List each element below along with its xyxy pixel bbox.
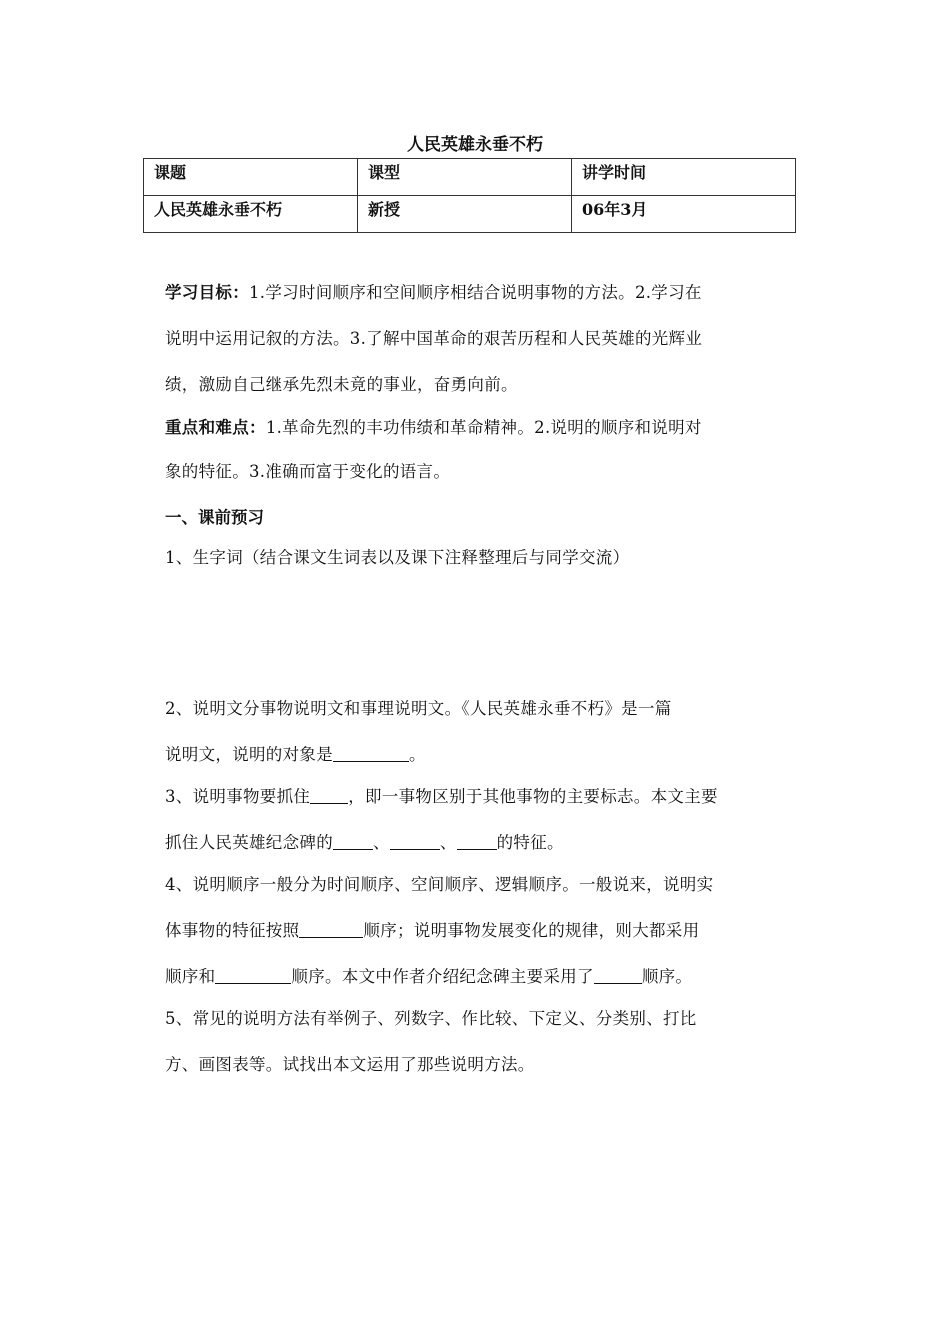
question-5 bbox=[165, 996, 787, 1088]
table-row bbox=[144, 196, 796, 233]
objectives-paragraph bbox=[165, 270, 787, 408]
objectives-line-1: 1.学习时间顺序和空间顺序相结合说明事物的方法。2.学习在 bbox=[249, 283, 702, 302]
q3-line-2-end: 的特征。 bbox=[496, 833, 564, 852]
question-4 bbox=[165, 862, 787, 1000]
table-header-row bbox=[144, 159, 796, 196]
key-points-line-2: 象的特征。3.准确而富于变化的语言。 bbox=[165, 462, 451, 481]
q5-line-1: 5、常见的说明方法有举例子、列数字、作比较、下定义、分类别、打比 bbox=[165, 1009, 697, 1028]
objectives-label: 学习目标： bbox=[165, 283, 249, 302]
q2-line-2-end: 。 bbox=[409, 745, 426, 764]
answer-blank[interactable] bbox=[333, 832, 373, 850]
answer-blank[interactable] bbox=[215, 966, 291, 984]
section-heading: 一、课前预习 bbox=[165, 508, 264, 527]
key-points-paragraph bbox=[165, 406, 787, 494]
q4-line-1: 4、说明顺序一般分为时间顺序、空间顺序、逻辑顺序。一般说来，说明实 bbox=[165, 875, 714, 894]
question-1: 1、生字词（结合课文生词表以及课下注释整理后与同学交流） bbox=[165, 548, 630, 567]
q3-line-2-start: 抓住人民英雄纪念碑的 bbox=[165, 833, 333, 852]
table-cell-time-header: 讲学时间 bbox=[572, 159, 796, 196]
question-2 bbox=[165, 686, 787, 778]
answer-blank[interactable] bbox=[457, 832, 497, 850]
q4-line-2-end: 顺序；说明事物发展变化的规律，则大都采用 bbox=[363, 921, 700, 940]
q5-line-2: 方、画图表等。试找出本文运用了那些说明方法。 bbox=[165, 1055, 535, 1074]
table-cell-topic: 人民英雄永垂不朽 bbox=[144, 196, 358, 233]
lesson-info-table bbox=[143, 158, 796, 233]
answer-space bbox=[165, 578, 787, 686]
q4-line-3-mid: 顺序。本文中作者介绍纪念碑主要采用了 bbox=[291, 967, 594, 986]
q2-line-2-start: 说明文，说明的对象是 bbox=[165, 745, 333, 764]
q3-line-1-end: ，即一事物区别于其他事物的主要标志。本文主要 bbox=[348, 787, 718, 806]
answer-blank[interactable] bbox=[594, 966, 642, 984]
answer-blank[interactable] bbox=[299, 920, 363, 938]
key-points-label: 重点和难点： bbox=[165, 418, 266, 437]
objectives-line-3: 绩，激励自己继承先烈未竟的事业，奋勇向前。 bbox=[165, 375, 518, 394]
answer-blank[interactable] bbox=[333, 744, 409, 762]
q3-separator: 、 bbox=[373, 833, 390, 852]
key-points-line-1: 1.革命先烈的丰功伟绩和革命精神。2.说明的顺序和说明对 bbox=[265, 418, 702, 437]
q4-line-3-start: 顺序和 bbox=[165, 967, 216, 986]
objectives-line-2: 说明中运用记叙的方法。3.了解中国革命的艰苦历程和人民英雄的光辉业 bbox=[165, 329, 703, 348]
document-body bbox=[165, 270, 787, 1088]
q2-line-1: 2、说明文分事物说明文和事理说明文。《人民英雄永垂不朽》是一篇 bbox=[165, 699, 672, 718]
q3-line-1-start: 3、说明事物要抓住 bbox=[165, 787, 311, 806]
table-cell-type: 新授 bbox=[358, 196, 572, 233]
q4-line-3-end: 顺序。 bbox=[641, 967, 693, 986]
page-title: 人民英雄永垂不朽 bbox=[407, 135, 543, 155]
table-cell-topic-header: 课题 bbox=[144, 159, 358, 196]
table-cell-type-header: 课型 bbox=[358, 159, 572, 196]
answer-blank[interactable] bbox=[390, 832, 440, 850]
answer-blank[interactable] bbox=[310, 786, 348, 804]
q4-line-2-start: 体事物的特征按照 bbox=[165, 921, 300, 940]
question-3 bbox=[165, 774, 787, 866]
table-cell-time: 06年3月 bbox=[572, 196, 796, 233]
q3-separator: 、 bbox=[439, 833, 457, 852]
